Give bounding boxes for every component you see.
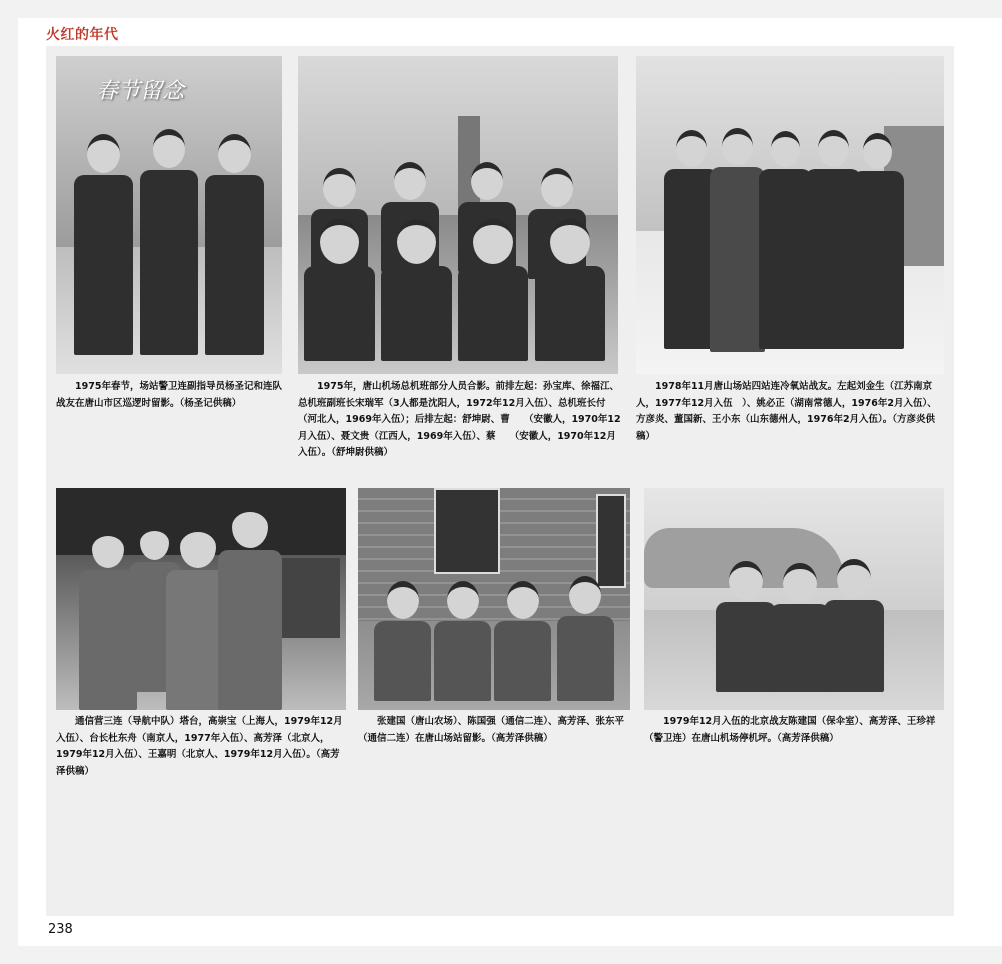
caption-photo-2: 1975年，唐山机场总机班部分人员合影。前排左起：孙宝库、徐福江、总机班副班长宋瑞军（3人都是沈阳人，1972年12月入伍）、总机班长付 （河北人，1969年入伍）；后排左起：舒坤尉、曹 （安徽人，1970年12月入伍）、聂文贵（江西人，1969年入伍）、蔡 （安徽人，1970年12月入伍）。（舒坤尉供稿） xyxy=(298,381,625,458)
content-panel xyxy=(46,46,954,916)
caption-photo-6: 1979年12月入伍的北京战友陈建国（保伞室）、高芳泽、王珍祥（警卫连）在唐山机场停机坪。（高芳泽供稿） xyxy=(644,716,936,744)
photo-control-tower xyxy=(56,488,346,710)
caption-photo-5: 张建国（唐山农场）、陈国强（通信二连）、高芳泽、张东平（通信二连）在唐山场站留影。（高芳泽供稿） xyxy=(358,716,625,744)
photo-brick-wall xyxy=(358,488,630,710)
photo-switchboard-group xyxy=(298,56,618,374)
caption-photo-4: 通信营三连（导航中队）塔台，高崇宝（上海人，1979年12月入伍）、台长杜东舟（南京人，1977年入伍）、高芳泽（北京人，1979年12月入伍）、王嘉明（北京人、1979年12月入伍）。（高芳泽供稿） xyxy=(56,716,343,777)
photo-airfield xyxy=(644,488,944,710)
caption-photo-3: 1978年11月唐山场站四站连冷氧站战友。左起刘金生（江苏南京人，1977年12月入伍 ）、姚必正（湖南常德人，1976年2月入伍）、方彦炎、董国新、王小东（山东德州人，1976年2月入伍）。（方彦炎供稿） xyxy=(636,381,937,442)
photo-inscription: 春节留念 xyxy=(96,79,185,104)
page xyxy=(18,18,1002,946)
photo-three-guards xyxy=(56,56,282,374)
page-number: 238 xyxy=(48,922,73,937)
section-title: 火红的年代 xyxy=(46,27,119,43)
photo-oxygen-station xyxy=(636,56,944,374)
caption-photo-1: 1975年春节，场站警卫连副指导员杨圣记和连队战友在唐山市区巡逻时留影。（杨圣记供稿） xyxy=(56,381,282,409)
